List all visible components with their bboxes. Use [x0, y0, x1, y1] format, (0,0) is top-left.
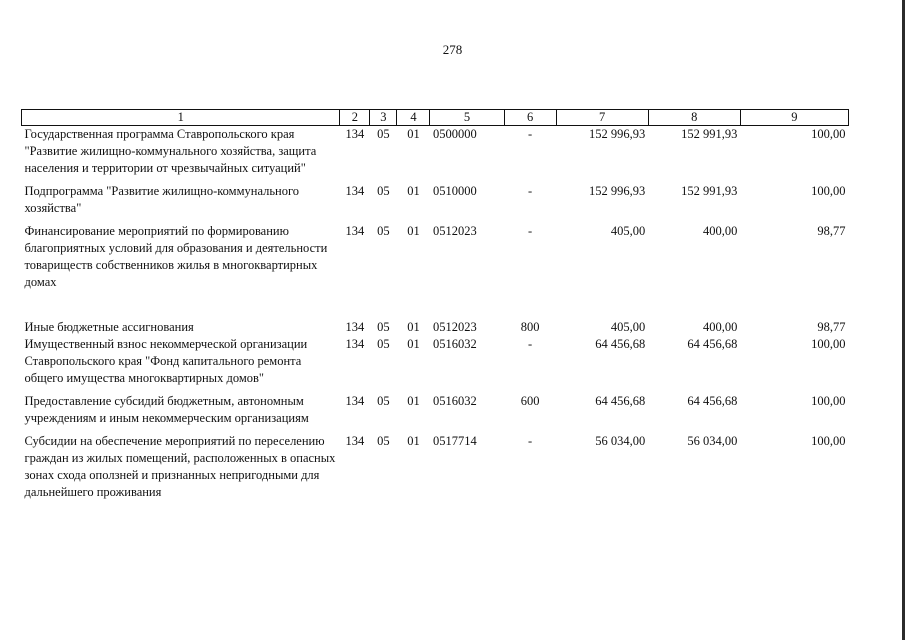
cell-percent: 100,00: [811, 394, 846, 408]
cell-executed: 152 991,93: [681, 127, 738, 141]
cell-subsection: 01: [407, 127, 420, 141]
cell-target-article: 0516032: [432, 337, 477, 351]
cell-section: 05: [377, 224, 390, 238]
cell-target-article: 0517714: [432, 434, 477, 448]
cell-expense-type: 600: [520, 394, 540, 408]
cell-subsection: 01: [407, 394, 420, 408]
cell-section: 05: [377, 320, 390, 334]
cell-admin-code: 134: [345, 320, 365, 334]
row-name: Финансирование мероприятий по формированию благоприятных условий для образования и деятельности товариществ собственников жилья в многоквартирных домах: [24, 224, 328, 289]
cell-target-article: 0516032: [432, 394, 477, 408]
cell-executed: 64 456,68: [687, 337, 738, 351]
row-name: Государственная программа Ставропольского края "Развитие жилищно-коммунального хозяйства, защита населения и территории от чрезвычайных ситуаций": [24, 127, 317, 175]
cell-subsection: 01: [407, 434, 420, 448]
cell-expense-type: 800: [520, 320, 540, 334]
cell-target-article: 0512023: [432, 320, 477, 334]
cell-percent: 100,00: [811, 337, 846, 351]
cell-percent: 100,00: [811, 184, 846, 198]
page-number: 278: [442, 42, 463, 57]
table-row: [22, 319, 849, 336]
cell-admin-code: 134: [345, 394, 365, 408]
row-name: Предоставление субсидий бюджетным, автономным учреждениям и иным некоммерческим организациям: [24, 394, 309, 425]
cell-admin-code: 134: [345, 127, 365, 141]
column-header: 2: [340, 110, 370, 126]
row-name: Иные бюджетные ассигнования: [24, 320, 194, 334]
column-header: 6: [504, 110, 556, 126]
row-name: Субсидии на обеспечение мероприятий по переселению граждан из жилых помещений, расположенных в опасных зонах схода оползней и признанных непригодными для дальнейшего проживания: [24, 434, 336, 499]
cell-executed: 400,00: [702, 224, 738, 238]
table-row: [22, 393, 849, 427]
cell-subsection: 01: [407, 184, 420, 198]
table-row: [22, 223, 849, 291]
cell-admin-code: 134: [345, 184, 365, 198]
column-header: 5: [430, 110, 504, 126]
column-header: 7: [556, 110, 648, 126]
cell-percent: 98,77: [817, 320, 846, 334]
column-header: 3: [370, 110, 397, 126]
cell-expense-type: -: [527, 224, 533, 238]
cell-planned: 152 996,93: [588, 127, 646, 141]
table-row: [22, 183, 849, 217]
cell-target-article: 0510000: [432, 184, 477, 198]
table-row: [22, 433, 849, 501]
cell-executed: 400,00: [702, 320, 738, 334]
row-name: Подпрограмма "Развитие жилищно-коммунального хозяйства": [24, 184, 300, 215]
cell-subsection: 01: [407, 337, 420, 351]
cell-executed: 152 991,93: [681, 184, 738, 198]
cell-planned: 64 456,68: [595, 337, 646, 351]
cell-planned: 405,00: [610, 320, 646, 334]
cell-subsection: 01: [407, 224, 420, 238]
column-header: 9: [740, 110, 848, 126]
cell-planned: 152 996,93: [588, 184, 646, 198]
cell-planned: 56 034,00: [595, 434, 646, 448]
column-header: 1: [22, 110, 340, 126]
cell-percent: 98,77: [817, 224, 846, 238]
cell-section: 05: [377, 184, 390, 198]
cell-expense-type: -: [527, 434, 533, 448]
cell-admin-code: 134: [345, 434, 365, 448]
cell-target-article: 0500000: [432, 127, 477, 141]
cell-expense-type: -: [527, 184, 533, 198]
cell-percent: 100,00: [811, 127, 846, 141]
column-header: 8: [648, 110, 740, 126]
table-row: [22, 336, 849, 387]
cell-percent: 100,00: [811, 434, 846, 448]
cell-admin-code: 134: [345, 337, 365, 351]
cell-section: 05: [377, 337, 390, 351]
cell-planned: 64 456,68: [595, 394, 646, 408]
cell-expense-type: -: [527, 127, 533, 141]
table-header-row: [22, 110, 849, 126]
cell-executed: 64 456,68: [687, 394, 738, 408]
cell-section: 05: [377, 434, 390, 448]
table-row: [22, 126, 849, 178]
cell-section: 05: [377, 127, 390, 141]
cell-executed: 56 034,00: [687, 434, 738, 448]
cell-admin-code: 134: [345, 224, 365, 238]
cell-expense-type: -: [527, 337, 533, 351]
row-name: Имущественный взнос некоммерческой организации Ставропольского края "Фонд капитального ремонта общего имущества многоквартирных домов": [24, 337, 308, 385]
cell-subsection: 01: [407, 320, 420, 334]
budget-table: [21, 109, 849, 501]
cell-planned: 405,00: [610, 224, 646, 238]
column-header: 4: [397, 110, 430, 126]
cell-section: 05: [377, 394, 390, 408]
cell-target-article: 0512023: [432, 224, 477, 238]
